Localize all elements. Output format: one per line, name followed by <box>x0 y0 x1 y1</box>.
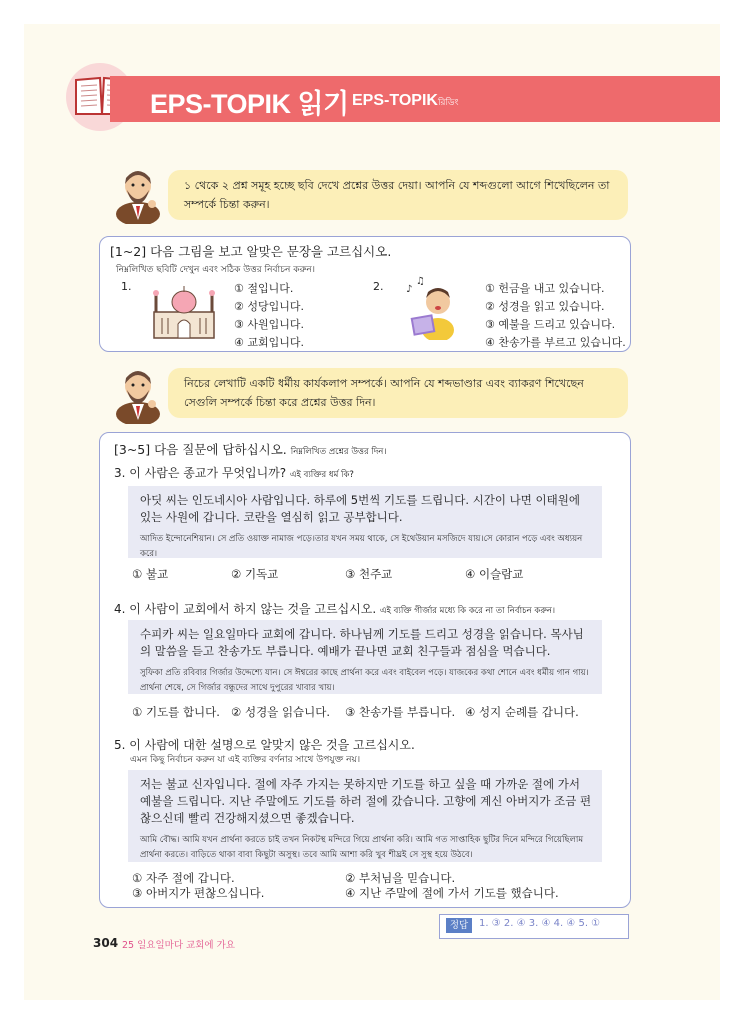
svg-text:♪: ♪ <box>406 284 413 295</box>
answer-key-text: 1. ③ 2. ④ 3. ④ 4. ④ 5. ① <box>479 918 601 929</box>
q3-choice-3[interactable]: ③ 천주교 <box>345 567 393 581</box>
page-subtitle: EPS-TOPIKরিডিং <box>352 92 459 109</box>
q4-question: 4. 이 사람이 교회에서 하지 않는 것을 고르십시오. এই ব্যক্তি গীর্জার মধ্যে কি করে না তা নির্বাচন করুন। <box>114 602 555 616</box>
q3-choice-2[interactable]: ② 기독교 <box>231 567 279 581</box>
instruction-1: ১ থেকে ২ প্রশ্ন সমূহ হচ্ছে ছবি দেখে প্রশ্নের উত্তর দেয়া। আপনি যে শব্দগুলো আগে শিখেছিলেন তা সম্পর্কে চিন্তা করুন। <box>168 170 628 220</box>
q5-passage: 저는 불교 신자입니다. 절에 자주 가지는 못하지만 기도를 하고 싶을 때 가까운 절에 가서 예불을 드립니다. 지난 주말에도 기도를 하러 절에 갔습니다. 고향에 계신 아버지가 조금 편찮으신데 빨리 건강해지셨으면 좋겠습니다. <box>140 777 592 825</box>
q5-passage-bn: আমি বৌদ্ধ। আমি যখন প্রার্থনা করতে চাই তখন নিকটস্থ মন্দিরে গিয়ে প্রার্থনা করি। আমি গত সাপ্তাহিক ছুটির দিনে মন্দিরে গিয়েছিলাম প্রার্থনা করতে। বাড়িতে থাকা বাবা কিছুটা অসুস্থ। তবে আমি আশা করি খুব শীঘ্রই সে সুস্থ হয়ে উঠবে। <box>140 835 584 860</box>
q3-choice-4[interactable]: ④ 이슬람교 <box>465 567 524 581</box>
chapter-title: 25 일요일마다 교회에 가요 <box>122 940 235 951</box>
q4-choice-3[interactable]: ③ 찬송가를 부릅니다. <box>345 705 456 719</box>
section-1-title-bn: নিম্নলিখিত ছবিটি দেখুন এবং সঠিক উত্তর নির্বাচন করুন। <box>116 265 315 275</box>
q2-option-4[interactable]: ④ 찬송가를 부르고 있습니다. <box>485 336 626 349</box>
q1-option-3[interactable]: ③ 사원입니다. <box>234 318 304 331</box>
q1-option-1[interactable]: ① 절입니다. <box>234 282 294 295</box>
q4-passage-box <box>128 620 602 694</box>
instruction-2: নিচের লেখাটি একটি ধর্মীয় কার্যকলাপ সম্পর্কে। আপনি যে শব্দভাণ্ডার এবং ব্যাকরণ শিখেছেন সেগুলি সম্পর্কে চিন্তা করে প্রশ্নের উত্তর দিন। <box>168 368 628 418</box>
q1-option-4[interactable]: ④ 교회입니다. <box>234 336 304 349</box>
q4-choice-4[interactable]: ④ 성지 순례를 갑니다. <box>465 705 579 719</box>
q3-question: 3. 이 사람은 종교가 무엇입니까? এই ব্যক্তির ধর্ম কি? <box>114 466 354 480</box>
q1-option-2[interactable]: ② 성당입니다. <box>234 300 304 313</box>
page-title: EPS-TOPIK 읽기 <box>150 89 349 119</box>
q5-choice-3[interactable]: ③ 아버지가 편찮으십니다. <box>132 886 265 900</box>
q5-choice-1[interactable]: ① 자주 절에 갑니다. <box>132 871 235 885</box>
q4-passage: 수피카 씨는 일요일마다 교회에 갑니다. 하나님께 기도를 드리고 성경을 읽습니다. 목사님의 말씀을 듣고 찬송가도 부릅니다. 예배가 끝나면 교회 친구들과 점심을 먹습니다. <box>140 627 584 658</box>
q2-number: 2. <box>373 280 384 293</box>
q1-number: 1. <box>121 280 132 293</box>
person-singing-icon <box>404 276 464 340</box>
q3-passage: 아딧 씨는 인도네시아 사람입니다. 하루에 5번씩 기도를 드립니다. 시간이 나면 이태원에 있는 사원에 갑니다. 코란을 열심히 읽고 공부합니다. <box>140 493 580 524</box>
answer-key-label: 정답 <box>446 918 472 933</box>
teacher-avatar-icon <box>112 364 164 424</box>
q2-option-1[interactable]: ① 헌금을 내고 있습니다. <box>485 282 605 295</box>
q4-choice-2[interactable]: ② 성경을 읽습니다. <box>231 705 331 719</box>
q3-passage-box <box>128 486 602 558</box>
q2-option-2[interactable]: ② 성경을 읽고 있습니다. <box>485 300 605 313</box>
section-1-title: [1~2] 다음 그림을 보고 알맞은 문장을 고르십시오. <box>110 244 392 259</box>
q5-choice-4[interactable]: ④ 지난 주말에 절에 가서 기도를 했습니다. <box>345 886 559 900</box>
q3-passage-bn: আদিত ইন্দোনেশিয়ান। সে প্রতি ওয়াক্ত নামাজ পড়ে।তার যখন সময় থাকে, সে ইথেউয়ান মসজিদে যায়।সে কোরান পড়ে এবং অধ্যয়ন করে। <box>140 534 583 559</box>
q5-passage-box <box>128 770 602 862</box>
q5-question-bn: এমন কিছু নির্বাচন করুন যা এই ব্যক্তির বর্ণনার সাথে উপযুক্ত নয়। <box>130 755 361 765</box>
q4-choice-1[interactable]: ① 기도를 합니다. <box>132 705 220 719</box>
q2-option-3[interactable]: ③ 예불을 드리고 있습니다. <box>485 318 616 331</box>
page-number: 304 <box>93 936 119 950</box>
svg-text:♫: ♫ <box>416 276 425 287</box>
q3-choice-1[interactable]: ① 불교 <box>132 567 169 581</box>
q5-choice-2[interactable]: ② 부처님을 믿습니다. <box>345 871 456 885</box>
section-2-title: [3~5] 다음 질문에 답하십시오. নিম্নলিখিত প্রশ্নের উত্তর দিন। <box>114 442 387 457</box>
temple-building-icon <box>148 284 220 340</box>
q4-passage-bn: সুফিকা প্রতি রবিবার গির্জার উদ্দেশ্যে যান। সে ঈশ্বরের কাছে প্রার্থনা করে এবং বাইবেল পড়ে। যাজকের কথা শোনে এবং ধর্মীয় গান গায়। প্রার্থনা শেষে, সে গির্জার বন্ধুদের সাথে দুপুরের খাবার খায়। <box>140 668 589 693</box>
q5-question: 5. 이 사람에 대한 설명으로 알맞지 않은 것을 고르십시오. <box>114 738 415 752</box>
teacher-avatar-icon <box>112 164 164 224</box>
